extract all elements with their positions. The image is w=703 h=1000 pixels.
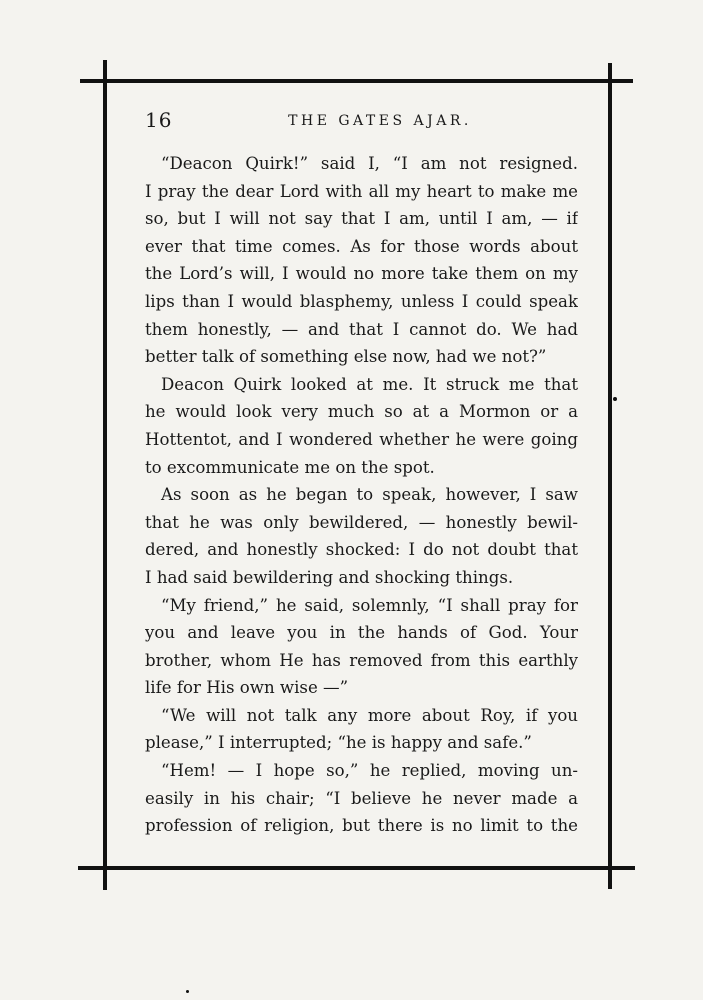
right-border-rule xyxy=(608,63,612,889)
text-line: “We will not talk any more about Roy, if you xyxy=(161,705,578,725)
top-border-rule xyxy=(80,79,633,83)
text-line: to excommunicate me on the spot. xyxy=(145,457,435,477)
text-line: please,” I interrupted; “he is happy and safe.” xyxy=(145,733,532,753)
text-line: easily in his chair; “I believe he never made a xyxy=(145,788,578,808)
text-line: I pray the dear Lord with all my heart to make me xyxy=(145,181,578,201)
text-line: life for His own wise —” xyxy=(145,678,349,698)
body-text xyxy=(145,150,578,840)
text-line: lips than I would blasphemy, unless I could speak xyxy=(145,291,578,311)
page-number: 16 xyxy=(145,108,173,132)
text-line: the Lord’s will, I would no more take them on my xyxy=(145,264,578,284)
bottom-border-rule xyxy=(78,866,635,870)
left-border-rule xyxy=(103,60,107,890)
text-line: As soon as he began to speak, however, I saw xyxy=(161,485,578,505)
text-line: Deacon Quirk looked at me. It struck me that xyxy=(161,374,578,394)
text-line: that he was only bewildered, — honestly bewil- xyxy=(145,512,578,532)
ink-speck xyxy=(186,990,189,993)
text-line: dered, and honestly shocked: I do not doubt that xyxy=(145,540,578,560)
text-line: you and leave you in the hands of God. Your xyxy=(145,623,578,643)
text-line: profession of religion, but there is no limit to the xyxy=(145,816,578,836)
text-line: I had said bewildering and shocking things. xyxy=(145,567,514,587)
text-line: brother, whom He has removed from this earthly xyxy=(145,650,578,670)
text-line: “My friend,” he said, solemnly, “I shall pray for xyxy=(161,595,578,615)
text-line: ever that time comes. As for those words about xyxy=(145,236,578,256)
text-line: “Hem! — I hope so,” he replied, moving un- xyxy=(161,761,578,781)
text-line: better talk of something else now, had we not?” xyxy=(145,347,547,367)
text-line: them honestly, — and that I cannot do. We had xyxy=(145,319,578,339)
ink-speck xyxy=(613,397,617,401)
text-line: “Deacon Quirk!” said I, “I am not resigned. xyxy=(161,154,578,173)
text-line: Hottentot, and I wondered whether he were going xyxy=(145,429,578,449)
running-head: THE GATES AJAR. xyxy=(288,113,472,129)
text-line: he would look very much so at a Mormon or a xyxy=(145,402,578,422)
text-line: so, but I will not say that I am, until I am, — if xyxy=(145,209,578,229)
